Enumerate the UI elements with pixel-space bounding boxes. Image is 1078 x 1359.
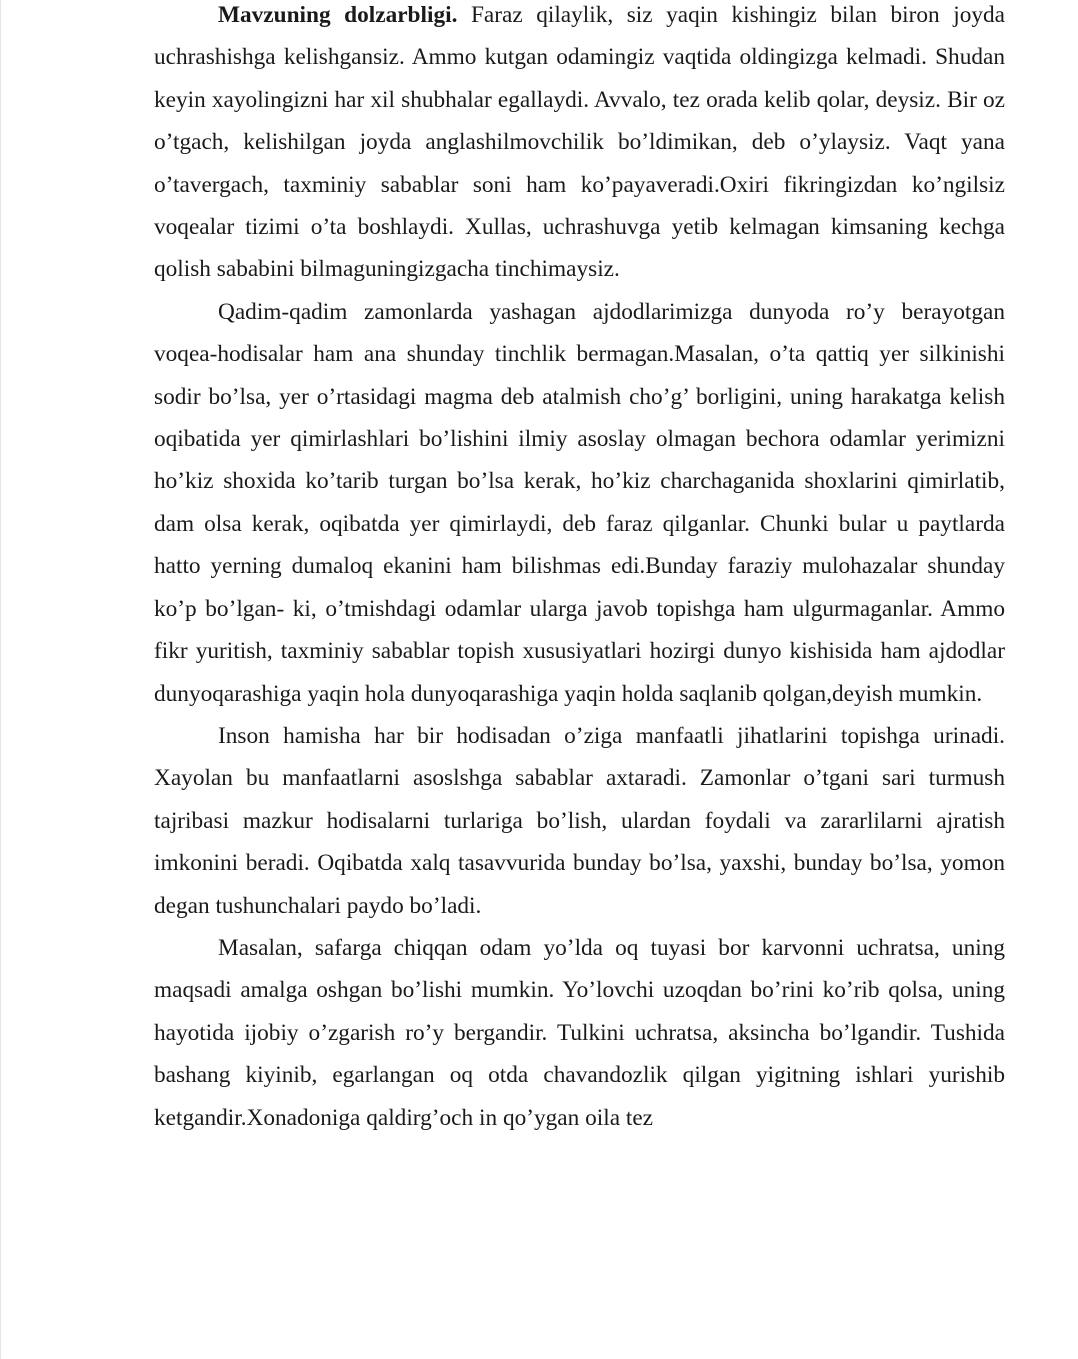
- paragraph-topic-relevance: [154, 0, 1005, 291]
- document-body: [154, 0, 1005, 1139]
- paragraph-human-benefit: [154, 715, 1005, 927]
- paragraph-lead-heading: Mavzuning dolzarbligi.: [218, 2, 458, 28]
- paragraph-examples: [154, 927, 1005, 1139]
- paragraph-ancestors: [154, 291, 1005, 715]
- paragraph-text: Masalan, safarga chiqqan odam yo’lda oq tuyasi bor karvonni uchratsa, uning maqsadi amalga oshgan bo’lishi mumkin. Yo’lovchi uzoqdan bo’rini ko’rib qolsa, uning hayotida ijobiy o’zgarish ro’y bergandir. Tulkini uchratsa, aksincha bo’lgandir. Tushida bashang kiyinib, egarlangan oq otda chavandozlik qilgan yigitning ishlari yurishib ketgandir.Xonadoniga qaldirg’och in qo’ygan oila tez: [154, 934, 1005, 1131]
- paragraph-text: Qadim-qadim zamonlarda yashagan ajdodlarimizga dunyoda ro’y berayotgan voqea-hodisalar ham ana shunday tinchlik bermagan.Masalan, o’ta qattiq yer silkinishi sodir bo’lsa, yer o’rtasidagi magma deb atalmish cho’g’ borligini, uning harakatga kelish oqibatida yer qimirlashlari bo’lishini ilmiy asoslay olmagan bechora odamlar yerimizni ho’kiz shoxida ko’tarib turgan bo’lsa kerak, ho’kiz charchaganida shoxlarini qimirlatib, dam olsa kerak, oqibatda yer qimirlaydi, deb faraz qilganlar. Chunki bular u paytlarda hatto yerning dumaloq ekanini ham bilishmas edi.Bunday faraziy mulohazalar shunday ko’p bo’lgan- ki, o’tmishdagi odamlar ularga javob topishga ham ulgurmaganlar. Ammo fikr yuritish, taxminiy sabablar topish xususiyatlari hozirgi dunyo kishisida ham ajdodlar dunyoqarashiga yaqin hola dunyoqarashiga yaqin holda saqlanib qolgan,deyish mumkin.: [154, 298, 1005, 707]
- paragraph-text: Faraz qilaylik, siz yaqin kishingiz bilan biron joyda uchrashishga kelishgansiz. Ammo kutgan odamingiz vaqtida oldingizga kelmadi. Shudan keyin xayolingizni har xil shubhalar egallaydi. Avvalo, tez orada kelib qolar, deysiz. Bir oz o’tgach, kelishilgan joyda anglashilmovchilik bo’ldimikan, deb o’ylaysiz. Vaqt yana o’tavergach, taxminiy sabablar soni ham ko’payaveradi.Oxiri fikringizdan ko’ngilsiz voqealar tizimi o’ta boshlaydi. Xullas, uchrashuvga yetib kelmagan kimsaning kechga qolish sababini bilmaguningizgacha tinchimaysiz.: [154, 2, 1005, 283]
- paragraph-text: Inson hamisha har bir hodisadan o’ziga manfaatli jihatlarini topishga urinadi. Xayolan bu manfaatlarni asoslshga sabablar axtaradi. Zamonlar o’tgani sari turmush tajribasi mazkur hodisalarni turlariga bo’lish, ulardan foydali va zararlilarni ajratish imkonini beradi. Oqibatda xalq tasavvurida bunday bo’lsa, yaxshi, bunday bo’lsa, yomon degan tushunchalari paydo bo’ladi.: [154, 722, 1005, 919]
